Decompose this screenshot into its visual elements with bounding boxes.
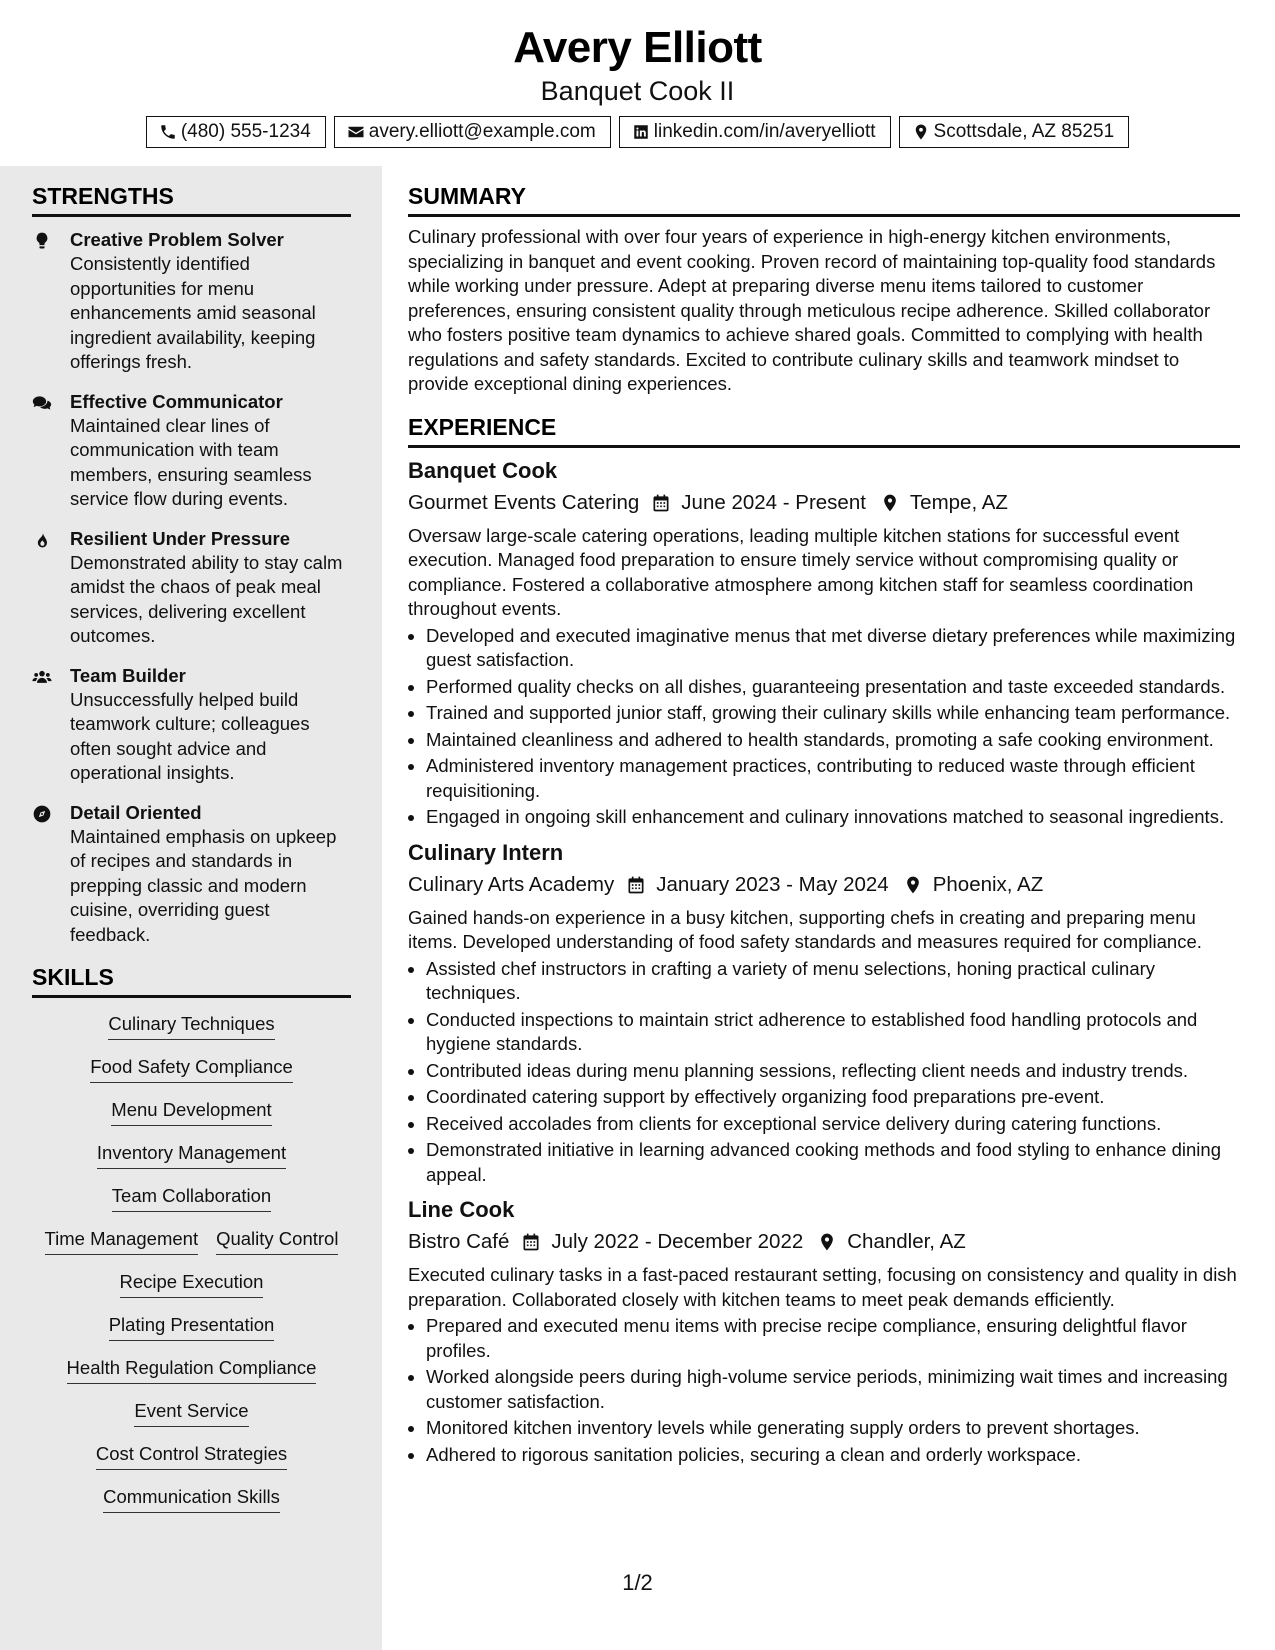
strength-description: Unsuccessfully helped build teamwork culture; colleagues often sought advice and operational insights. — [70, 688, 310, 783]
list-item: • Developed and executed imaginative menus that met diverse dietary preferences while maximizing guest satisfaction. — [426, 624, 1240, 673]
list-item: • Monitored kitchen inventory levels while generating supply orders to prevent shortages. — [426, 1416, 1240, 1441]
contact-phone-text: (480) 555-1234 — [180, 121, 311, 142]
strengths-heading: STRENGTHS — [32, 182, 351, 217]
list-item: • Conducted inspections to maintain strict adherence to established food handling protocols and hygiene standards. — [426, 1008, 1240, 1057]
skills-heading: SKILLS — [32, 963, 351, 998]
contact-email-text: avery.elliott@example.com — [368, 121, 596, 142]
job-location: Tempe, AZ — [909, 490, 1008, 514]
strength-item — [32, 663, 352, 786]
skill-tag: Event Service — [134, 1399, 248, 1427]
list-item: • Engaged in ongoing skill enhancement and culinary innovations matched to seasonal ingredients. — [426, 805, 1240, 830]
skill-tag: Cost Control Strategies — [96, 1442, 287, 1470]
strength-description: Maintained emphasis on upkeep of recipes and standards in prepping classic and modern cuisine, overriding guest feedback. — [70, 825, 337, 945]
job-bullets — [408, 624, 1240, 830]
strength-description: Demonstrated ability to stay calm amidst the chaos of peak meal services, delivering excellent outcomes. — [70, 551, 343, 646]
strength-description: Consistently identified opportunities for menu enhancements amid seasonal ingredient availability, keeping offerings fresh. — [70, 253, 316, 372]
summary-heading: SUMMARY — [408, 182, 1240, 217]
resume-header — [0, 0, 1275, 148]
contact-phone[interactable] — [146, 116, 326, 148]
job-location: Phoenix, AZ — [932, 872, 1044, 896]
skill-tag: Team Collaboration — [112, 1184, 271, 1212]
comments-icon — [32, 393, 52, 413]
skill-tag: Quality Control — [216, 1227, 338, 1255]
phone-icon — [159, 123, 177, 141]
job-title: Banquet Cook — [408, 457, 558, 483]
skill-tag: Recipe Execution — [120, 1270, 264, 1298]
sidebar — [0, 166, 382, 1650]
job-dates: January 2023 - May 2024 — [656, 872, 889, 896]
list-item: • Trained and supported junior staff, growing their culinary skills while enhancing team performance. — [426, 701, 1240, 726]
users-icon — [32, 667, 52, 687]
job-company: Bistro Café — [408, 1230, 510, 1253]
map-pin-icon — [912, 123, 930, 141]
strength-title: Detail Oriented — [70, 801, 202, 823]
job-dates: June 2024 - Present — [681, 490, 866, 514]
list-item: • Performed quality checks on all dishes, guaranteeing presentation and taste exceeded standards. — [426, 675, 1240, 700]
calendar-icon — [651, 493, 671, 513]
map-pin-icon — [880, 493, 900, 513]
strength-title: Resilient Under Pressure — [70, 527, 291, 549]
job-dates: July 2022 - December 2022 — [551, 1230, 804, 1253]
job-meta — [408, 870, 1240, 900]
main-content — [408, 166, 1240, 1469]
compass-icon — [32, 804, 52, 824]
calendar-icon — [521, 1232, 541, 1252]
candidate-name: Avery Elliott — [513, 23, 762, 72]
skills-list — [32, 1012, 351, 1513]
contact-linkedin-text: linkedin.com/in/averyelliott — [653, 121, 876, 142]
job-meta — [408, 488, 1240, 518]
list-item: • Received accolades from clients for exceptional service delivery during catering functions. — [426, 1112, 1240, 1137]
lightbulb-icon — [32, 231, 52, 251]
flame-icon — [32, 530, 52, 550]
envelope-icon — [347, 123, 365, 141]
skill-tag: Menu Development — [111, 1098, 271, 1126]
strength-item — [32, 526, 352, 649]
strength-item — [32, 389, 352, 512]
job-description: Executed culinary tasks in a fast-paced restaurant setting, focusing on consistency and quality in dish preparation. Collaborated closely with kitchen teams to meet peak demands efficiently. — [408, 1264, 1237, 1310]
skill-tag: Plating Presentation — [109, 1313, 275, 1341]
strength-title: Team Builder — [70, 664, 186, 686]
experience-heading: EXPERIENCE — [408, 413, 1240, 448]
skill-tag: Inventory Management — [97, 1141, 286, 1169]
strength-title: Creative Problem Solver — [70, 229, 284, 250]
job-company: Gourmet Events Catering — [408, 490, 640, 514]
map-pin-icon — [817, 1232, 837, 1252]
contact-location-text: Scottsdale, AZ 85251 — [933, 121, 1115, 142]
list-item: • Demonstrated initiative in learning advanced cooking methods and food styling to enhance dining appeal. — [426, 1138, 1240, 1187]
job-location: Chandler, AZ — [847, 1230, 966, 1253]
skill-tag: Health Regulation Compliance — [67, 1356, 317, 1384]
skill-tag: Food Safety Compliance — [90, 1055, 293, 1083]
calendar-icon — [626, 875, 646, 895]
strength-item — [32, 227, 352, 375]
job-meta — [408, 1227, 1240, 1257]
list-item: • Prepared and executed menu items with precise recipe compliance, ensuring delightful flavor profiles. — [426, 1314, 1240, 1363]
strength-description: Maintained clear lines of communication with team members, ensuring seamless service flow during events. — [70, 414, 312, 509]
list-item: • Maintained cleanliness and adhered to health standards, promoting a safe cooking environment. — [426, 728, 1240, 753]
job-bullets — [408, 1314, 1240, 1467]
list-item: • Worked alongside peers during high-volume service periods, minimizing wait times and increasing customer satisfaction. — [426, 1365, 1240, 1414]
skill-tag: Culinary Techniques — [108, 1012, 274, 1040]
job-bullets — [408, 957, 1240, 1188]
list-item: • Adhered to rigorous sanitation policies, securing a clean and orderly workspace. — [426, 1443, 1240, 1468]
contact-location — [899, 116, 1130, 148]
strength-title: Effective Communicator — [70, 390, 283, 412]
strengths-list — [32, 227, 352, 947]
list-item: • Assisted chef instructors in crafting a variety of menu selections, honing practical culinary techniques. — [426, 957, 1240, 1006]
job-entry — [408, 1195, 1240, 1467]
list-item: • Administered inventory management practices, contributing to reduced waste through efficient requisitioning. — [426, 754, 1240, 803]
map-pin-icon — [903, 875, 923, 895]
job-entry — [408, 838, 1240, 1188]
candidate-role: Banquet Cook II — [540, 76, 735, 106]
job-description: Gained hands-on experience in a busy kitchen, supporting chefs in creating and preparing menu items. Developed understanding of food safety standards and measures required for compliance. — [408, 906, 1202, 952]
job-entry — [408, 456, 1240, 830]
linkedin-icon — [632, 123, 650, 141]
skill-tag: Time Management — [45, 1227, 199, 1255]
contact-linkedin[interactable] — [619, 116, 891, 148]
job-description: Oversaw large-scale catering operations, leading multiple kitchen stations for successful event execution. Managed food preparation to ensure timely service without compromising quality or compliance. Fostered a collaborative atmosphere among kitchen staff for seamless coordination throughout events. — [408, 524, 1194, 619]
page-number: 1/2 — [622, 1570, 653, 1595]
summary-text: Culinary professional with over four years of experience in high-energy kitchen environments, specializing in banquet and event cooking. Proven record of maintaining top-quality food standards while working under pressure. Adept at preparing diverse menu items tailored to customer preferences, ensuring consistent quality through meticulous recipe adherence. Skilled collaborator who fosters positive team dynamics to achieve shared goals. Committed to complying with health regulations and safety standards. Excited to contribute culinary skills and teamwork mindset to provide exceptional dining experiences. — [408, 226, 1216, 394]
contact-bar — [0, 116, 1275, 148]
contact-email[interactable] — [334, 116, 611, 148]
job-title: Culinary Intern — [408, 839, 564, 865]
strength-item — [32, 800, 352, 948]
list-item: • Contributed ideas during menu planning sessions, reflecting client needs and industry trends. — [426, 1059, 1240, 1084]
job-title: Line Cook — [408, 1197, 515, 1222]
list-item: • Coordinated catering support by effectively organizing food preparations pre-event. — [426, 1085, 1240, 1110]
skill-tag: Communication Skills — [103, 1485, 280, 1513]
job-company: Culinary Arts Academy — [408, 872, 615, 896]
